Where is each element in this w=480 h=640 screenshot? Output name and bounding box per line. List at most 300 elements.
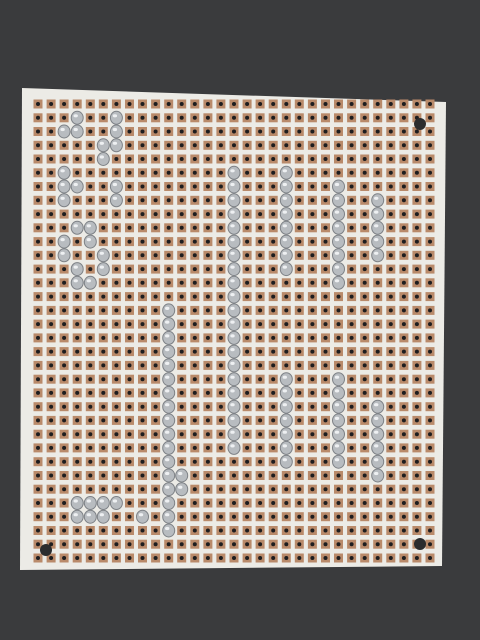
pad-hole	[180, 336, 184, 340]
pad-hole	[415, 418, 419, 422]
pad-hole	[154, 157, 158, 161]
pad-hole	[415, 460, 419, 464]
pad-hole	[297, 281, 301, 285]
pad-hole	[36, 157, 40, 161]
pad-hole	[297, 418, 301, 422]
pad-hole	[389, 460, 393, 464]
pad-hole	[114, 240, 118, 244]
pad-hole	[389, 515, 393, 519]
pad-hole	[154, 267, 158, 271]
pad-hole	[36, 556, 40, 560]
pad-hole	[337, 487, 341, 491]
pad-hole	[376, 515, 380, 519]
pad-hole	[337, 336, 341, 340]
pad-hole	[363, 143, 367, 147]
pad-hole	[337, 308, 341, 312]
pad-hole	[350, 474, 354, 478]
pad-hole	[297, 336, 301, 340]
pad-hole	[154, 281, 158, 285]
pad-hole	[36, 322, 40, 326]
pad-hole	[36, 198, 40, 202]
pad-hole	[114, 253, 118, 257]
pad-hole	[271, 446, 275, 450]
pad-hole	[62, 515, 66, 519]
pad-hole	[128, 102, 132, 106]
pad-hole	[75, 474, 79, 478]
pad-hole	[389, 226, 393, 230]
pad-hole	[402, 363, 406, 367]
solder-joint	[163, 400, 175, 413]
pad-hole	[101, 281, 105, 285]
solder-joint	[333, 373, 345, 386]
pad-hole	[219, 116, 223, 120]
solder-joint	[84, 510, 96, 523]
solder-joint	[163, 455, 175, 468]
pad-hole	[75, 363, 79, 367]
pad-hole	[402, 377, 406, 381]
pad-hole	[389, 157, 393, 161]
pad-hole	[88, 102, 92, 106]
solder-joint	[71, 510, 83, 523]
pad-hole	[363, 240, 367, 244]
solder-joint	[372, 400, 384, 413]
pad-hole	[350, 102, 354, 106]
pad-hole	[415, 281, 419, 285]
pad-hole	[128, 171, 132, 175]
pad-hole	[389, 322, 393, 326]
pad-hole	[363, 350, 367, 354]
pad-hole	[428, 474, 432, 478]
pad-hole	[402, 322, 406, 326]
pad-hole	[154, 432, 158, 436]
pad-hole	[297, 253, 301, 257]
solder-joint	[228, 441, 240, 454]
pad-hole	[350, 143, 354, 147]
pad-hole	[62, 363, 66, 367]
pad-hole	[36, 377, 40, 381]
solder-highlight	[230, 376, 234, 379]
pad-hole	[36, 391, 40, 395]
pad-hole	[324, 350, 328, 354]
pad-hole	[389, 377, 393, 381]
solder-joint	[110, 180, 122, 193]
pad-hole	[297, 116, 301, 120]
solder-joint	[333, 276, 345, 289]
pad-hole	[271, 102, 275, 106]
pad-hole	[36, 350, 40, 354]
pad-hole	[297, 501, 301, 505]
pad-hole	[75, 405, 79, 409]
solder-highlight	[139, 513, 143, 516]
pad-hole	[245, 253, 249, 257]
pad-hole	[141, 116, 145, 120]
pad-hole	[49, 226, 53, 230]
solder-joint	[228, 290, 240, 303]
pad-hole	[206, 432, 210, 436]
pad-hole	[154, 405, 158, 409]
solder-joint	[333, 221, 345, 234]
pad-hole	[350, 212, 354, 216]
solder-joint	[280, 455, 292, 468]
pad-hole	[310, 515, 314, 519]
pad-hole	[363, 226, 367, 230]
pad-hole	[49, 171, 53, 175]
pad-hole	[206, 529, 210, 533]
pad-hole	[193, 474, 197, 478]
pad-hole	[363, 391, 367, 395]
pad-hole	[128, 157, 132, 161]
solder-highlight	[87, 224, 91, 227]
pad-hole	[415, 143, 419, 147]
solder-highlight	[87, 499, 91, 502]
pad-hole	[350, 363, 354, 367]
pad-hole	[62, 446, 66, 450]
pad-hole	[310, 529, 314, 533]
solder-joint	[176, 483, 188, 496]
solder-joint	[280, 441, 292, 454]
solder-joint	[280, 373, 292, 386]
pad-hole	[128, 240, 132, 244]
solder-joint	[280, 180, 292, 193]
pad-hole	[193, 253, 197, 257]
pad-hole	[154, 418, 158, 422]
pad-hole	[415, 185, 419, 189]
solder-joint	[71, 221, 83, 234]
pad-hole	[245, 556, 249, 560]
pad-hole	[324, 501, 328, 505]
pad-hole	[310, 157, 314, 161]
pad-hole	[154, 212, 158, 216]
pad-hole	[62, 556, 66, 560]
pad-hole	[36, 116, 40, 120]
pad-hole	[415, 405, 419, 409]
pad-hole	[324, 143, 328, 147]
pad-hole	[36, 542, 40, 546]
pad-hole	[350, 418, 354, 422]
solder-highlight	[374, 197, 378, 200]
pad-hole	[62, 212, 66, 216]
pad-hole	[297, 157, 301, 161]
pad-hole	[101, 405, 105, 409]
pad-hole	[154, 295, 158, 299]
solder-highlight	[283, 403, 287, 406]
pad-hole	[245, 377, 249, 381]
pad-hole	[376, 377, 380, 381]
pad-hole	[62, 157, 66, 161]
pad-hole	[363, 432, 367, 436]
pad-hole	[428, 253, 432, 257]
solder-highlight	[230, 169, 234, 172]
pad-hole	[284, 336, 288, 340]
pad-hole	[193, 267, 197, 271]
pad-hole	[154, 226, 158, 230]
pad-hole	[193, 460, 197, 464]
pad-hole	[128, 529, 132, 533]
pad-hole	[114, 446, 118, 450]
pad-hole	[376, 529, 380, 533]
pad-hole	[141, 143, 145, 147]
pad-hole	[363, 130, 367, 134]
solder-joint	[333, 208, 345, 221]
pad-hole	[128, 515, 132, 519]
pad-hole	[271, 267, 275, 271]
pad-hole	[62, 487, 66, 491]
pad-hole	[75, 308, 79, 312]
pad-hole	[101, 474, 105, 478]
pad-hole	[284, 281, 288, 285]
pad-hole	[258, 143, 262, 147]
pad-hole	[193, 130, 197, 134]
pad-hole	[428, 143, 432, 147]
pad-hole	[75, 418, 79, 422]
pad-hole	[128, 501, 132, 505]
pad-hole	[88, 212, 92, 216]
pad-hole	[88, 405, 92, 409]
pad-hole	[324, 405, 328, 409]
pad-hole	[324, 295, 328, 299]
solder-joint	[280, 208, 292, 221]
pad-hole	[363, 460, 367, 464]
solder-highlight	[335, 279, 339, 282]
pad-hole	[415, 130, 419, 134]
solder-joint	[84, 221, 96, 234]
pad-hole	[284, 515, 288, 519]
pad-hole	[88, 130, 92, 134]
pad-hole	[415, 322, 419, 326]
pad-hole	[297, 130, 301, 134]
solder-joint	[97, 153, 109, 166]
pad-hole	[271, 130, 275, 134]
pad-hole	[167, 171, 171, 175]
pad-hole	[36, 295, 40, 299]
pad-hole	[141, 253, 145, 257]
pad-hole	[415, 350, 419, 354]
pad-hole	[350, 460, 354, 464]
solder-joint	[163, 414, 175, 427]
pad-hole	[350, 556, 354, 560]
pad-hole	[258, 446, 262, 450]
pad-hole	[88, 556, 92, 560]
solder-highlight	[230, 334, 234, 337]
solder-joint	[110, 139, 122, 152]
pad-hole	[232, 542, 236, 546]
pad-hole	[324, 556, 328, 560]
solder-highlight	[60, 197, 64, 200]
solder-highlight	[230, 238, 234, 241]
pad-hole	[363, 556, 367, 560]
pad-hole	[297, 350, 301, 354]
pad-hole	[36, 336, 40, 340]
pad-hole	[167, 295, 171, 299]
solder-highlight	[374, 458, 378, 461]
pad-hole	[271, 474, 275, 478]
pad-hole	[114, 171, 118, 175]
pad-hole	[428, 391, 432, 395]
solder-highlight	[374, 238, 378, 241]
pad-hole	[49, 336, 53, 340]
solder-joint	[163, 428, 175, 441]
solder-joint	[58, 249, 70, 262]
pad-hole	[114, 474, 118, 478]
pad-hole	[428, 226, 432, 230]
pad-hole	[376, 267, 380, 271]
pad-hole	[258, 432, 262, 436]
pad-hole	[258, 253, 262, 257]
solder-joint	[71, 111, 83, 124]
pad-hole	[310, 143, 314, 147]
solder-joint	[372, 428, 384, 441]
pad-hole	[297, 487, 301, 491]
pad-hole	[114, 391, 118, 395]
solder-joint	[228, 221, 240, 234]
pad-hole	[232, 130, 236, 134]
pad-hole	[206, 212, 210, 216]
pad-hole	[154, 102, 158, 106]
pad-hole	[128, 363, 132, 367]
pad-hole	[271, 432, 275, 436]
pad-hole	[310, 336, 314, 340]
pad-hole	[245, 542, 249, 546]
pad-hole	[310, 460, 314, 464]
pad-hole	[415, 377, 419, 381]
pad-hole	[180, 377, 184, 381]
pad-hole	[415, 240, 419, 244]
pad-hole	[141, 542, 145, 546]
solder-joint	[228, 235, 240, 248]
pad-hole	[180, 460, 184, 464]
pad-hole	[180, 212, 184, 216]
pad-hole	[167, 226, 171, 230]
pad-hole	[219, 350, 223, 354]
pad-hole	[350, 157, 354, 161]
pad-hole	[49, 116, 53, 120]
pad-hole	[284, 295, 288, 299]
solder-highlight	[60, 238, 64, 241]
solder-joint	[163, 497, 175, 510]
solder-highlight	[374, 444, 378, 447]
pad-hole	[324, 336, 328, 340]
pad-hole	[141, 157, 145, 161]
pad-hole	[297, 143, 301, 147]
solder-joint	[110, 111, 122, 124]
pad-hole	[350, 350, 354, 354]
solder-highlight	[165, 334, 169, 337]
pad-hole	[402, 487, 406, 491]
pad-hole	[258, 405, 262, 409]
pad-hole	[389, 130, 393, 134]
solder-highlight	[74, 128, 78, 131]
pad-hole	[428, 487, 432, 491]
pad-hole	[428, 350, 432, 354]
solder-joint	[372, 441, 384, 454]
pad-hole	[141, 487, 145, 491]
solder-highlight	[335, 444, 339, 447]
solder-highlight	[165, 458, 169, 461]
pad-hole	[154, 130, 158, 134]
pad-hole	[258, 322, 262, 326]
pad-hole	[271, 295, 275, 299]
pad-hole	[141, 556, 145, 560]
pad-hole	[141, 185, 145, 189]
pad-hole	[114, 529, 118, 533]
pad-hole	[376, 363, 380, 367]
pad-hole	[88, 487, 92, 491]
pad-hole	[101, 295, 105, 299]
pad-hole	[193, 391, 197, 395]
pad-hole	[389, 542, 393, 546]
pad-hole	[193, 116, 197, 120]
pad-hole	[219, 295, 223, 299]
solder-highlight	[374, 211, 378, 214]
solder-joint	[58, 166, 70, 179]
solder-joint	[280, 166, 292, 179]
pad-hole	[180, 391, 184, 395]
pad-hole	[245, 391, 249, 395]
solder-joint	[163, 386, 175, 399]
pad-hole	[284, 102, 288, 106]
pad-hole	[114, 267, 118, 271]
pad-hole	[154, 240, 158, 244]
solder-highlight	[283, 444, 287, 447]
pad-hole	[376, 116, 380, 120]
pad-hole	[428, 240, 432, 244]
pad-hole	[154, 460, 158, 464]
pad-hole	[402, 116, 406, 120]
pad-hole	[114, 418, 118, 422]
solder-joint	[333, 263, 345, 276]
pad-hole	[271, 240, 275, 244]
pad-hole	[271, 350, 275, 354]
pad-hole	[128, 253, 132, 257]
pad-hole	[376, 130, 380, 134]
solder-joint	[71, 263, 83, 276]
pad-hole	[310, 267, 314, 271]
solder-highlight	[335, 183, 339, 186]
pad-hole	[88, 171, 92, 175]
pad-hole	[206, 116, 210, 120]
pad-hole	[324, 418, 328, 422]
pad-hole	[141, 363, 145, 367]
pad-hole	[297, 405, 301, 409]
pad-hole	[206, 474, 210, 478]
pad-hole	[271, 116, 275, 120]
pad-hole	[180, 253, 184, 257]
pad-hole	[310, 226, 314, 230]
solder-highlight	[113, 183, 117, 186]
pad-hole	[350, 391, 354, 395]
pad-hole	[206, 391, 210, 395]
solder-highlight	[230, 211, 234, 214]
pad-hole	[154, 529, 158, 533]
pad-hole	[310, 281, 314, 285]
pad-hole	[62, 542, 66, 546]
pad-hole	[389, 432, 393, 436]
pad-hole	[36, 212, 40, 216]
pad-hole	[337, 322, 341, 326]
pad-hole	[193, 350, 197, 354]
pad-hole	[324, 542, 328, 546]
pad-hole	[101, 198, 105, 202]
pad-hole	[284, 322, 288, 326]
pad-hole	[219, 336, 223, 340]
pad-hole	[245, 474, 249, 478]
pad-hole	[193, 487, 197, 491]
pad-hole	[402, 460, 406, 464]
pad-hole	[245, 432, 249, 436]
pad-hole	[36, 474, 40, 478]
pad-hole	[297, 102, 301, 106]
pad-hole	[324, 157, 328, 161]
